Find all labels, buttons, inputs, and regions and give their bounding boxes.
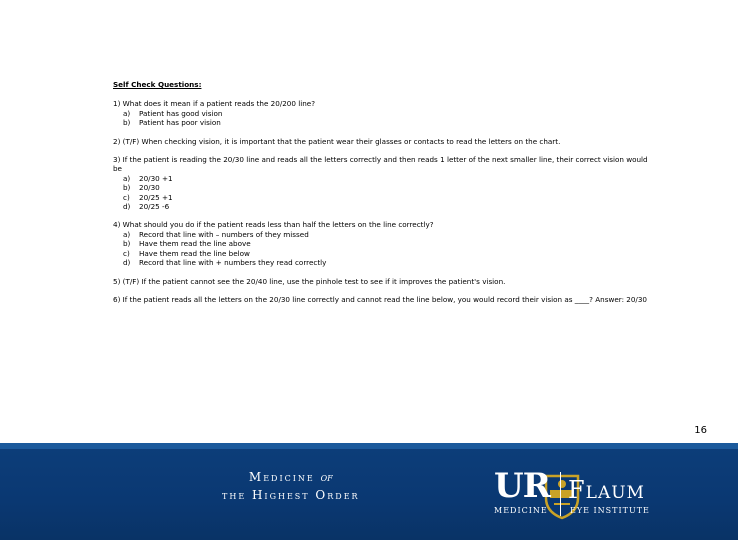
self-check-content bbox=[113, 80, 653, 313]
option: c) 20/25 +1 bbox=[123, 192, 173, 202]
question-3 bbox=[113, 155, 653, 211]
question-text: 1) What does it mean if a patient reads the 20/200 line? bbox=[113, 99, 316, 109]
option: b) Patient has poor vision bbox=[123, 118, 221, 128]
question-text: 3) If the patient is reading the 20/30 line and reads all the letters correctly and then reads 1 letter of the next smaller line, their correct vision would be bbox=[113, 155, 648, 174]
option: d) 20/25 -6 bbox=[123, 202, 170, 212]
ur-logo-text: UR bbox=[494, 466, 550, 506]
question-5 bbox=[113, 277, 653, 286]
option: b) 20/30 bbox=[123, 183, 160, 193]
question-text: 4) What should you do if the patient reads less than half the letters on the line correctly? bbox=[113, 220, 434, 230]
page-number: 16 bbox=[694, 425, 707, 436]
flaum-logo-text: Flaum bbox=[568, 476, 645, 504]
option: a) 20/30 +1 bbox=[123, 173, 173, 183]
question-4 bbox=[113, 220, 653, 267]
ur-medicine-text: MEDICINE bbox=[494, 506, 548, 515]
eye-institute-text: EYE INSTITUTE bbox=[570, 506, 650, 515]
question-text: 5) (T/F) If the patient cannot see the 20/40 line, use the pinhole test to see if it improves the patient's vision. bbox=[113, 276, 506, 286]
option: a) Patient has good vision bbox=[123, 108, 223, 118]
footer-tagline bbox=[222, 470, 360, 502]
question-text: 2) (T/F) When checking vision, it is important that the patient wear their glasses or contacts to read the letters on the chart. bbox=[113, 136, 561, 146]
option: d) Record that line with + numbers they read correctly bbox=[123, 258, 327, 268]
footer-band bbox=[0, 443, 738, 449]
tagline-word: Medicine bbox=[248, 470, 315, 484]
tagline-of: of bbox=[320, 470, 333, 484]
option: a) Record that line with – numbers of they missed bbox=[123, 229, 309, 239]
page-heading: Self Check Questions: bbox=[113, 80, 202, 89]
option: b) Have them read the line above bbox=[123, 239, 251, 249]
question-1 bbox=[113, 99, 653, 127]
question-2 bbox=[113, 137, 653, 146]
question-6 bbox=[113, 295, 653, 304]
question-text: 6) If the patient reads all the letters on the 20/30 line correctly and cannot read the line below, you would record their vision as ____? Answer: 20/30 bbox=[113, 294, 648, 304]
tagline-line2: the Highest Order bbox=[222, 488, 360, 502]
option: c) Have them read the line below bbox=[123, 248, 250, 258]
logo-divider bbox=[560, 472, 561, 516]
